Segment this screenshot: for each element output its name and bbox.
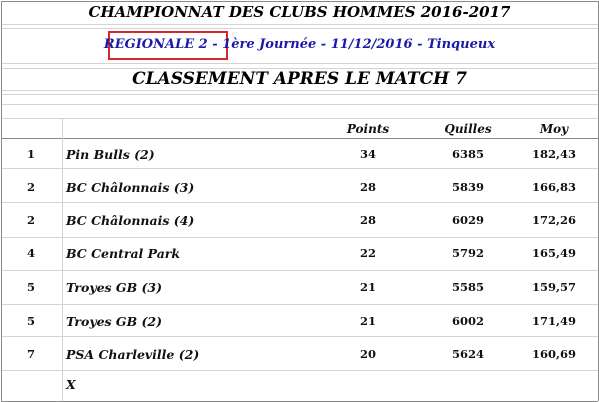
grid-row-line: [1, 118, 598, 119]
grid-row-line: [1, 138, 598, 139]
row-moy: 160,69: [531, 347, 576, 361]
row-team: Pin Bulls (2): [66, 147, 155, 162]
row-quilles: 6002: [451, 314, 484, 328]
grid-row-line: [1, 94, 598, 95]
ranking-title: CLASSEMENT APRES LE MATCH 7: [132, 69, 467, 89]
row-rank: 5: [26, 280, 35, 294]
row-points: 20: [359, 347, 376, 361]
header-quilles: Quilles: [444, 122, 492, 136]
grid-row-line: [1, 90, 598, 91]
row-moy: 171,49: [531, 314, 576, 328]
championship-title: CHAMPIONNAT DES CLUBS HOMMES 2016-2017: [88, 3, 511, 21]
grid-row-line: [1, 24, 598, 25]
header-moy: Moy: [539, 122, 569, 136]
row-team: PSA Charleville (2): [66, 347, 200, 362]
grid-row-line: [1, 270, 598, 271]
header-points: Points: [346, 122, 390, 136]
row-team: BC Châlonnais (3): [66, 180, 195, 195]
event-subtitle: REGIONALE 2 - 1ère Journée - 11/12/2016 - Tinqueux: [103, 37, 496, 52]
grid-row-line: [1, 202, 598, 203]
grid-row-line: [1, 304, 598, 305]
row-points: 34: [359, 147, 376, 161]
row-moy: 166,83: [531, 180, 576, 194]
row-team: BC Central Park: [66, 246, 181, 261]
row-team: Troyes GB (2): [66, 314, 163, 329]
row-moy: 182,43: [531, 147, 576, 161]
row-rank: 2: [26, 213, 35, 227]
row-quilles: 5585: [451, 280, 484, 294]
grid-column-line: [62, 118, 63, 401]
row-quilles: 5624: [451, 347, 484, 361]
grid-row-line: [1, 104, 598, 105]
row-points: 22: [359, 246, 376, 260]
row-team: Troyes GB (3): [66, 280, 163, 295]
row-quilles: 5839: [451, 180, 484, 194]
row-rank: 2: [26, 180, 35, 194]
grid-row-line: [1, 370, 598, 371]
row-moy: 165,49: [531, 246, 576, 260]
row-rank: 7: [26, 347, 35, 361]
row-points: 28: [359, 213, 376, 227]
grid-row-line: [1, 1, 598, 2]
row-points: 28: [359, 180, 376, 194]
row-moy: 159,57: [531, 280, 576, 294]
row-rank: 5: [26, 314, 35, 328]
row-rank: 4: [26, 246, 35, 260]
grid-row-line: [1, 63, 598, 64]
row-points: 21: [359, 314, 376, 328]
grid-row-line: [1, 168, 598, 169]
grid-row-line: [1, 28, 598, 29]
row-quilles: 6385: [451, 147, 484, 161]
grid-column-line: [1, 1, 2, 401]
row-quilles: 5792: [451, 246, 484, 260]
grid-row-line: [1, 336, 598, 337]
grid-row-line: [1, 237, 598, 238]
row-moy: 172,26: [531, 213, 576, 227]
row-rank: 1: [26, 147, 35, 161]
row-quilles: 6029: [451, 213, 484, 227]
row-points: 21: [359, 280, 376, 294]
extra-row-mark: X: [66, 377, 76, 392]
row-team: BC Châlonnais (4): [66, 213, 195, 228]
